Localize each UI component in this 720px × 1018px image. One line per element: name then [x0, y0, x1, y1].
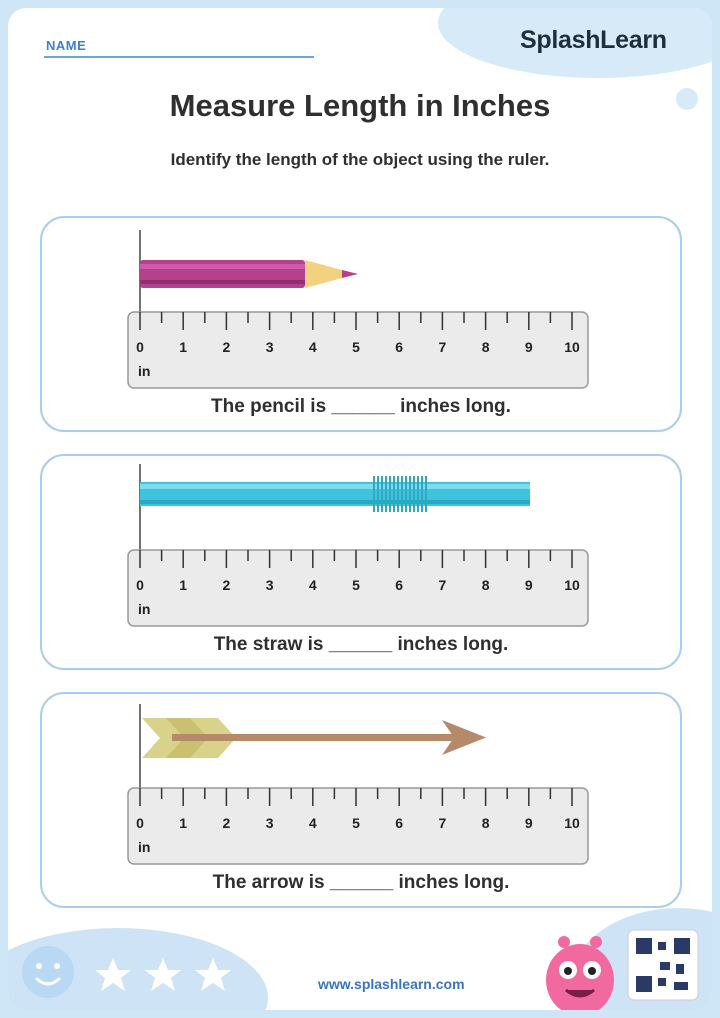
ruler-number: 4: [308, 815, 317, 831]
ruler-number: 2: [222, 339, 231, 355]
footer-website-link[interactable]: www.splashlearn.com: [318, 976, 465, 992]
ruler-number: 9: [524, 815, 533, 831]
question-sentence-pencil[interactable]: The pencil is ______ inches long.: [211, 396, 511, 417]
ruler-number: 8: [481, 339, 490, 355]
ruler-number: 6: [395, 339, 404, 355]
question-sentence-straw[interactable]: The straw is ______ inches long.: [213, 634, 509, 655]
ruler-number: 0: [136, 577, 144, 593]
ruler-number: 7: [438, 577, 447, 593]
ruler-number: 7: [438, 339, 447, 355]
worksheet-sheet: [8, 8, 712, 1010]
brand-logo: SplashLearn: [520, 26, 667, 54]
ruler-number: 10: [564, 577, 580, 593]
ruler-number: 9: [524, 577, 533, 593]
worksheet-instruction: Identify the length of the object using the ruler.: [170, 150, 550, 169]
ruler-number: 5: [352, 815, 360, 831]
ruler-number: 8: [481, 815, 490, 831]
question-card-arrow: [40, 692, 682, 908]
worksheet-title: Measure Length in Inches: [169, 88, 551, 123]
ruler-number: 3: [265, 339, 274, 355]
ruler-unit-label: in: [138, 839, 151, 855]
straw-icon: [140, 476, 530, 512]
ruler-unit-label: in: [138, 363, 151, 379]
ruler: [128, 550, 588, 626]
ruler-number: 4: [308, 339, 317, 355]
question-card-straw: [40, 454, 682, 670]
ruler-number: 1: [179, 339, 188, 355]
top-small-dot: [454, 34, 464, 44]
ruler-number: 2: [222, 577, 231, 593]
qr-code-icon: [628, 930, 698, 1000]
name-line[interactable]: [44, 56, 314, 58]
ruler-number: 1: [179, 577, 188, 593]
ruler-unit-label: in: [138, 601, 151, 617]
footer-decorations: [8, 918, 712, 1010]
star-icons: [95, 958, 231, 991]
ruler-number: 6: [395, 577, 404, 593]
ruler-number: 5: [352, 339, 360, 355]
ruler-number: 7: [438, 815, 447, 831]
question-sentence-arrow[interactable]: The arrow is ______ inches long.: [212, 872, 510, 893]
pencil-icon: [140, 260, 358, 288]
ruler-number: 10: [564, 339, 580, 355]
arrow-icon: [142, 718, 486, 758]
ruler-number: 10: [564, 815, 580, 831]
ruler-number: 4: [308, 577, 317, 593]
question-card-pencil: [40, 216, 682, 432]
ruler: [128, 788, 588, 864]
ruler: [128, 312, 588, 388]
ruler-number: 6: [395, 815, 404, 831]
ruler-number: 0: [136, 339, 144, 355]
monster-mascot-icon: [546, 936, 614, 1010]
ruler-number: 2: [222, 815, 231, 831]
ruler-number: 9: [524, 339, 533, 355]
ruler-number: 3: [265, 815, 274, 831]
ruler-number: 5: [352, 577, 360, 593]
ruler-number: 8: [481, 577, 490, 593]
ruler-number: 0: [136, 815, 144, 831]
smiley-icon: [22, 946, 74, 998]
name-label: NAME: [46, 38, 87, 53]
ruler-number: 3: [265, 577, 274, 593]
ruler-number: 1: [179, 815, 188, 831]
